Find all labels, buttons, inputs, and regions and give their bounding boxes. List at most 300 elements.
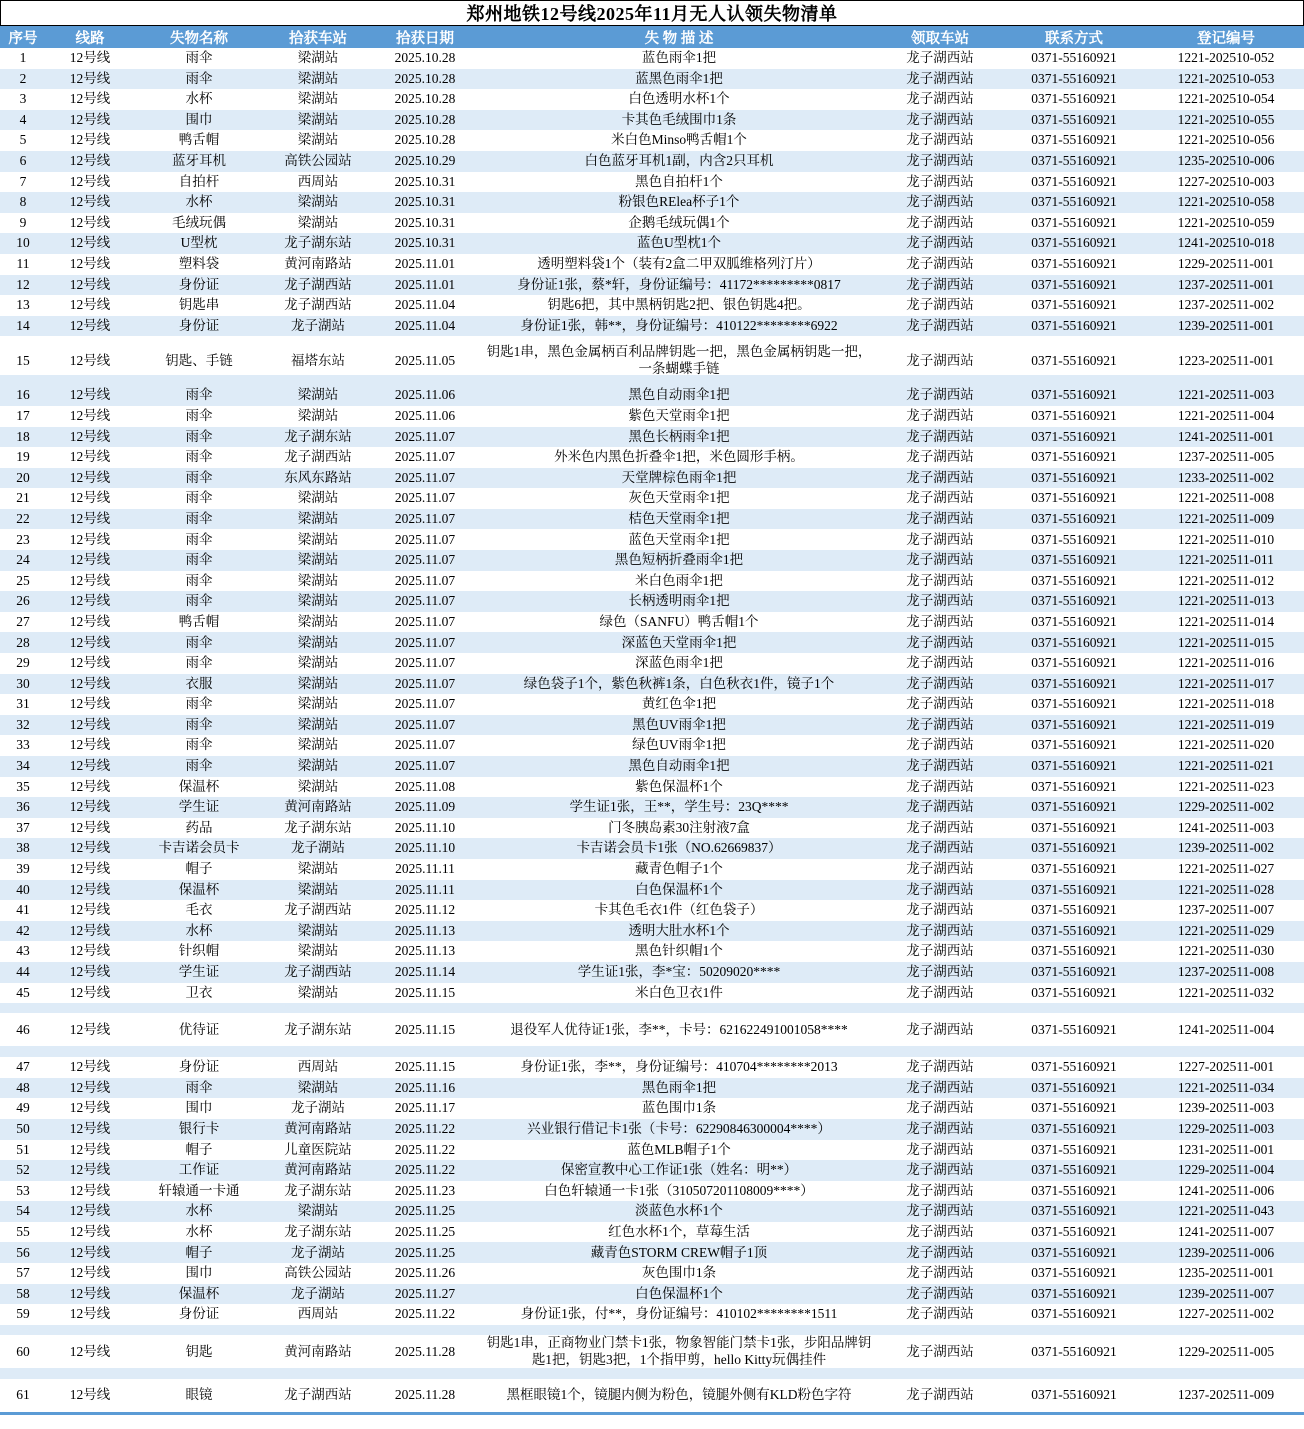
cell-line: 12号线 [69,943,111,959]
cell-found-date: 2025.11.25 [394,1244,456,1260]
cell-claim-station: 龙子湖西站 [906,531,974,547]
cell-serial: 23 [16,531,30,547]
cell-line: 12号线 [69,613,111,629]
cell-contact: 0371-55160921 [1031,1203,1117,1219]
cell-found-station: 高铁公园站 [284,1265,352,1281]
table-row [0,1098,1304,1119]
cell-line: 12号线 [69,922,111,938]
cell-item-name: 鸭舌帽 [178,613,220,629]
cell-item-name: 水杯 [185,1223,213,1239]
cell-serial: 45 [16,984,30,1000]
cell-item-name: 蓝牙耳机 [172,153,226,169]
cell-found-station: 龙子湖站 [291,840,345,856]
column-header-line: 线路 [75,30,105,47]
cell-description: 卡其色毛绒围巾1条 [621,111,737,127]
cell-contact: 0371-55160921 [1031,194,1117,210]
cell-item-name: 优待证 [178,1021,220,1037]
cell-serial: 33 [16,737,30,753]
cell-claim-station: 龙子湖西站 [906,1059,974,1075]
cell-serial: 15 [16,352,30,368]
cell-description: 卡吉诺会员卡1张（NO.62669837） [576,840,782,856]
cell-reg-no: 1229-202511-005 [1177,1343,1275,1359]
cell-reg-no: 1227-202511-001 [1177,1059,1275,1075]
cell-reg-no: 1235-202510-006 [1177,153,1275,169]
cell-description: 钥匙1串，正商物业门禁卡1张，物象智能门禁卡1张，步阳品牌钥匙1把，钥匙3把，1个指甲剪，hello Kitty玩偶挂件 [486,1335,872,1367]
cell-claim-station: 龙子湖西站 [906,214,974,230]
cell-contact: 0371-55160921 [1031,1387,1117,1403]
cell-found-date: 2025.11.09 [394,799,456,815]
cell-serial: 42 [16,922,30,938]
cell-contact: 0371-55160921 [1031,50,1117,66]
cell-found-station: 梁湖站 [297,675,339,691]
cell-serial: 8 [19,194,27,210]
cell-reg-no: 1221-202511-016 [1177,655,1275,671]
cell-found-date: 2025.11.10 [394,819,456,835]
table-row [0,1057,1304,1078]
cell-line: 12号线 [69,490,111,506]
cell-item-name: 雨伞 [185,387,213,403]
cell-claim-station: 龙子湖西站 [906,70,974,86]
cell-serial: 35 [16,778,30,794]
cell-serial: 27 [16,613,30,629]
cell-serial: 41 [16,902,30,918]
cell-description: 米白色卫衣1件 [635,984,723,1000]
cell-found-date: 2025.11.07 [394,552,456,568]
table-row [0,468,1304,489]
cell-found-date: 2025.11.17 [394,1100,456,1116]
cell-item-name: 雨伞 [185,737,213,753]
cell-line: 12号线 [69,1120,111,1136]
cell-reg-no: 1221-202510-059 [1177,214,1275,230]
table-row [0,921,1304,942]
cell-reg-no: 1221-202511-017 [1177,675,1275,691]
cell-found-station: 黄河南路站 [284,1343,352,1359]
cell-found-station: 梁湖站 [297,655,339,671]
table-row [0,900,1304,921]
cell-item-name: 雨伞 [185,510,213,526]
cell-contact: 0371-55160921 [1031,317,1117,333]
cell-reg-no: 1221-202510-054 [1177,91,1275,107]
cell-claim-station: 龙子湖西站 [906,593,974,609]
cell-line: 12号线 [69,593,111,609]
cell-found-date: 2025.11.08 [394,778,456,794]
cell-serial: 16 [16,387,30,403]
cell-found-station: 龙子湖站 [291,1100,345,1116]
cell-description: 绿色袋子1个，紫色秋裤1条，白色秋衣1件，镜子1个 [523,675,835,691]
cell-contact: 0371-55160921 [1031,1285,1117,1301]
cell-serial: 21 [16,490,30,506]
cell-serial: 61 [16,1387,30,1403]
cell-claim-station: 龙子湖西站 [906,716,974,732]
cell-found-station: 龙子湖东站 [284,1223,352,1239]
cell-line: 12号线 [69,352,111,368]
cell-description: 红色水杯1个，草莓生活 [608,1223,750,1239]
cell-claim-station: 龙子湖西站 [906,1306,974,1322]
cell-line: 12号线 [69,1343,111,1359]
cell-claim-station: 龙子湖西站 [906,1182,974,1198]
cell-claim-station: 龙子湖西站 [906,655,974,671]
cell-found-date: 2025.11.14 [394,964,456,979]
cell-found-station: 梁湖站 [297,510,339,526]
title-bar [0,0,1304,26]
cell-description: 学生证1张，王**，学生号：23Q**** [569,799,789,815]
cell-claim-station: 龙子湖西站 [906,173,974,189]
cell-contact: 0371-55160921 [1031,675,1117,691]
cell-line: 12号线 [69,778,111,794]
cell-description: 灰色围巾1条 [641,1265,717,1281]
cell-claim-station: 龙子湖西站 [906,194,974,210]
cell-item-name: 雨伞 [185,1079,213,1095]
cell-claim-station: 龙子湖西站 [906,1223,974,1239]
table-row [0,213,1304,234]
cell-description: 身份证1张，李**，身份证编号：410704********2013 [520,1059,838,1075]
cell-line: 12号线 [69,861,111,877]
cell-item-name: 帽子 [185,1141,213,1157]
cell-claim-station: 龙子湖西站 [906,881,974,897]
cell-reg-no: 1221-202511-004 [1177,407,1275,423]
cell-serial: 31 [16,696,30,712]
table-row [0,1003,1304,1057]
cell-found-station: 龙子湖西站 [284,1387,352,1403]
cell-description: 黑色自拍杆1个 [635,173,723,189]
cell-reg-no: 1221-202511-008 [1177,490,1275,506]
cell-serial: 43 [16,943,30,959]
table-row [0,172,1304,193]
cell-line: 12号线 [69,634,111,650]
cell-contact: 0371-55160921 [1031,214,1117,230]
cell-claim-station: 龙子湖西站 [906,256,974,271]
column-header-found-station: 拾获车站 [289,30,347,47]
table-row [0,509,1304,530]
cell-contact: 0371-55160921 [1031,256,1117,271]
cell-found-station: 黄河南路站 [284,1120,352,1136]
cell-serial: 25 [16,572,30,588]
cell-contact: 0371-55160921 [1031,655,1117,671]
cell-reg-no: 1221-202511-043 [1177,1203,1275,1219]
cell-found-date: 2025.11.22 [394,1120,456,1136]
cell-description: 黑色自动雨伞1把 [628,758,730,774]
cell-contact: 0371-55160921 [1031,696,1117,712]
cell-contact: 0371-55160921 [1031,922,1117,938]
table-row [0,192,1304,213]
cell-contact: 0371-55160921 [1031,613,1117,629]
cell-contact: 0371-55160921 [1031,449,1117,465]
cell-line: 12号线 [69,235,111,251]
table-row [0,48,1304,69]
cell-found-station: 梁湖站 [297,778,339,794]
cell-contact: 0371-55160921 [1031,276,1117,292]
cell-description: 绿色UV雨伞1把 [632,737,726,753]
cell-contact: 0371-55160921 [1031,235,1117,251]
cell-contact: 0371-55160921 [1031,1223,1117,1239]
table-row [0,275,1304,296]
cell-contact: 0371-55160921 [1031,593,1117,609]
cell-item-name: 衣服 [185,675,213,691]
cell-item-name: 围巾 [185,1265,213,1281]
cell-claim-station: 龙子湖西站 [906,799,974,815]
cell-line: 12号线 [69,1100,111,1116]
cell-found-date: 2025.11.07 [394,510,456,526]
cell-description: 藏青色帽子1个 [635,861,723,877]
cell-line: 12号线 [69,1021,111,1037]
table-row [0,571,1304,592]
cell-found-date: 2025.11.07 [394,716,456,732]
cell-claim-station: 龙子湖西站 [906,352,974,368]
cell-serial: 1 [19,50,27,66]
cell-contact: 0371-55160921 [1031,70,1117,86]
cell-found-date: 2025.11.07 [394,613,456,629]
cell-found-date: 2025.11.13 [394,943,456,959]
cell-line: 12号线 [69,1387,111,1403]
cell-line: 12号线 [69,1141,111,1157]
cell-serial: 50 [16,1120,30,1136]
table-row [0,715,1304,736]
cell-line: 12号线 [69,572,111,588]
cell-item-name: 雨伞 [185,70,213,86]
cell-claim-station: 龙子湖西站 [906,387,974,403]
cell-line: 12号线 [69,964,111,979]
table-row [0,427,1304,448]
cell-found-date: 2025.10.28 [394,132,456,148]
cell-description: 兴业银行借记卡1张（卡号：62290846300004****） [527,1120,831,1136]
cell-reg-no: 1237-202511-008 [1177,964,1275,979]
column-header-claim-station: 领取车站 [911,30,969,47]
cell-contact: 0371-55160921 [1031,634,1117,650]
cell-found-station: 梁湖站 [297,407,339,423]
cell-claim-station: 龙子湖西站 [906,153,974,169]
cell-found-station: 西周站 [297,1306,339,1322]
cell-contact: 0371-55160921 [1031,469,1117,485]
cell-item-name: 药品 [185,819,213,835]
cell-reg-no: 1239-202511-006 [1177,1244,1275,1260]
cell-item-name: 雨伞 [185,655,213,671]
cell-serial: 9 [19,214,27,230]
cell-claim-station: 龙子湖西站 [906,778,974,794]
table-row [0,880,1304,901]
cell-line: 12号线 [69,111,111,127]
cell-found-date: 2025.11.07 [394,490,456,506]
cell-serial: 28 [16,634,30,650]
cell-item-name: 银行卡 [178,1120,220,1136]
cell-reg-no: 1241-202511-003 [1177,819,1275,835]
cell-item-name: 保温杯 [178,778,220,794]
cell-found-date: 2025.10.31 [394,173,456,189]
cell-reg-no: 1221-202510-058 [1177,194,1275,210]
table-row [0,632,1304,653]
cell-serial: 53 [16,1182,30,1198]
cell-reg-no: 1227-202511-002 [1177,1306,1275,1322]
cell-claim-station: 龙子湖西站 [906,1120,974,1136]
cell-reg-no: 1221-202511-027 [1177,861,1275,877]
cell-claim-station: 龙子湖西站 [906,552,974,568]
cell-found-date: 2025.11.15 [394,1059,456,1075]
table-row [0,591,1304,612]
cell-line: 12号线 [69,881,111,897]
cell-found-station: 梁湖站 [297,111,339,127]
table-row [0,336,1304,385]
cell-item-name: 眼镜 [185,1387,213,1403]
cell-contact: 0371-55160921 [1031,490,1117,506]
table-row [0,69,1304,90]
cell-reg-no: 1221-202511-029 [1177,922,1275,938]
table-header-row [0,26,1304,48]
cell-claim-station: 龙子湖西站 [906,132,974,148]
cell-contact: 0371-55160921 [1031,91,1117,107]
table-row [0,447,1304,468]
cell-item-name: 卡吉诺会员卡 [158,840,240,856]
cell-reg-no: 1229-202511-004 [1177,1162,1275,1178]
cell-found-station: 梁湖站 [297,613,339,629]
cell-line: 12号线 [69,758,111,774]
cell-item-name: 雨伞 [185,50,213,66]
table-row [0,295,1304,316]
cell-found-date: 2025.11.07 [394,696,456,712]
cell-found-station: 梁湖站 [297,552,339,568]
cell-item-name: 雨伞 [185,469,213,485]
cell-found-station: 梁湖站 [297,1203,339,1219]
table-row [0,818,1304,839]
cell-description: 身份证1张，付**，身份证编号：410102********1511 [520,1306,838,1322]
cell-found-date: 2025.11.22 [394,1162,456,1178]
cell-found-date: 2025.10.29 [394,153,456,169]
cell-description: 粉银色RElea杯子1个 [618,194,740,210]
cell-claim-station: 龙子湖西站 [906,758,974,774]
cell-found-date: 2025.10.28 [394,50,456,66]
cell-claim-station: 龙子湖西站 [906,943,974,959]
table-row [0,550,1304,571]
cell-reg-no: 1239-202511-007 [1177,1285,1275,1301]
cell-found-date: 2025.11.25 [394,1223,456,1239]
cell-reg-no: 1221-202511-020 [1177,737,1275,753]
column-header-reg-no: 登记编号 [1197,30,1255,47]
cell-serial: 34 [16,758,30,774]
cell-found-date: 2025.11.06 [394,407,456,423]
cell-claim-station: 龙子湖西站 [906,1387,974,1403]
cell-claim-station: 龙子湖西站 [906,449,974,465]
table-row [0,110,1304,131]
cell-found-station: 梁湖站 [297,194,339,210]
cell-line: 12号线 [69,840,111,856]
cell-found-date: 2025.11.01 [394,276,456,292]
cell-item-name: 雨伞 [185,531,213,547]
cell-serial: 24 [16,552,30,568]
cell-serial: 37 [16,819,30,835]
cell-found-date: 2025.11.23 [394,1182,456,1198]
table-row [0,674,1304,695]
table-row [0,612,1304,633]
cell-item-name: 围巾 [185,1100,213,1116]
cell-found-date: 2025.11.07 [394,572,456,588]
cell-contact: 0371-55160921 [1031,531,1117,547]
cell-description: 天堂牌棕色雨伞1把 [621,469,737,485]
cell-claim-station: 龙子湖西站 [906,276,974,292]
cell-item-name: 学生证 [178,799,220,815]
cell-serial: 20 [16,469,30,485]
cell-serial: 52 [16,1162,30,1178]
cell-reg-no: 1221-202510-052 [1177,50,1275,66]
cell-reg-no: 1221-202511-030 [1177,943,1275,959]
cell-line: 12号线 [69,902,111,918]
cell-line: 12号线 [69,132,111,148]
cell-line: 12号线 [69,297,111,313]
cell-description: 黑框眼镜1个，镜腿内侧为粉色，镜腿外侧有KLD粉色字符 [506,1387,852,1403]
cell-line: 12号线 [69,428,111,444]
cell-line: 12号线 [69,70,111,86]
cell-claim-station: 龙子湖西站 [906,50,974,66]
cell-found-station: 梁湖站 [297,696,339,712]
cell-reg-no: 1229-202511-002 [1177,799,1275,815]
cell-claim-station: 龙子湖西站 [906,111,974,127]
cell-item-name: 帽子 [185,1244,213,1260]
table-row [0,838,1304,859]
table-row [0,385,1304,406]
cell-item-name: 塑料袋 [178,256,220,271]
cell-line: 12号线 [69,50,111,66]
column-header-found-date: 拾获日期 [396,30,454,47]
cell-serial: 3 [19,91,27,107]
table-row [0,1263,1304,1284]
cell-contact: 0371-55160921 [1031,352,1117,368]
cell-claim-station: 龙子湖西站 [906,840,974,856]
cell-contact: 0371-55160921 [1031,111,1117,127]
cell-serial: 13 [16,297,30,313]
cell-found-station: 龙子湖西站 [284,902,352,918]
cell-found-station: 龙子湖东站 [284,1021,352,1037]
cell-claim-station: 龙子湖西站 [906,317,974,333]
cell-found-date: 2025.10.28 [394,91,456,107]
cell-reg-no: 1237-202511-001 [1177,276,1275,292]
cell-claim-station: 龙子湖西站 [906,572,974,588]
cell-contact: 0371-55160921 [1031,840,1117,856]
cell-serial: 18 [16,428,30,444]
cell-reg-no: 1231-202511-001 [1177,1141,1275,1157]
cell-found-date: 2025.11.15 [394,1021,456,1037]
cell-item-name: 雨伞 [185,696,213,712]
cell-found-station: 儿童医院站 [284,1141,352,1157]
cell-reg-no: 1241-202511-001 [1177,428,1275,444]
cell-found-date: 2025.11.07 [394,449,456,465]
cell-serial: 17 [16,407,30,423]
table-row [0,694,1304,715]
table-row [0,529,1304,550]
cell-found-station: 梁湖站 [297,572,339,588]
cell-reg-no: 1223-202511-001 [1177,352,1275,368]
cell-line: 12号线 [69,655,111,671]
cell-claim-station: 龙子湖西站 [906,861,974,877]
cell-claim-station: 龙子湖西站 [906,1021,974,1037]
cell-claim-station: 龙子湖西站 [906,737,974,753]
cell-description: 绿色（SANFU）鸭舌帽1个 [599,613,759,629]
cell-description: 黑色自动雨伞1把 [628,387,730,403]
cell-reg-no: 1221-202511-003 [1177,387,1275,403]
cell-contact: 0371-55160921 [1031,984,1117,1000]
cell-found-station: 西周站 [297,173,339,189]
cell-reg-no: 1237-202511-007 [1177,902,1275,918]
table-row [0,983,1304,1004]
cell-contact: 0371-55160921 [1031,1120,1117,1136]
cell-found-date: 2025.11.04 [394,297,456,313]
cell-description: 白色轩辕通一卡1张（310507201108009****） [544,1182,814,1198]
cell-contact: 0371-55160921 [1031,881,1117,897]
cell-contact: 0371-55160921 [1031,861,1117,877]
cell-contact: 0371-55160921 [1031,1141,1117,1157]
cell-contact: 0371-55160921 [1031,1343,1117,1359]
table-row [0,653,1304,674]
cell-line: 12号线 [69,1285,111,1301]
cell-contact: 0371-55160921 [1031,943,1117,959]
cell-contact: 0371-55160921 [1031,716,1117,732]
cell-found-station: 西周站 [297,1059,339,1075]
